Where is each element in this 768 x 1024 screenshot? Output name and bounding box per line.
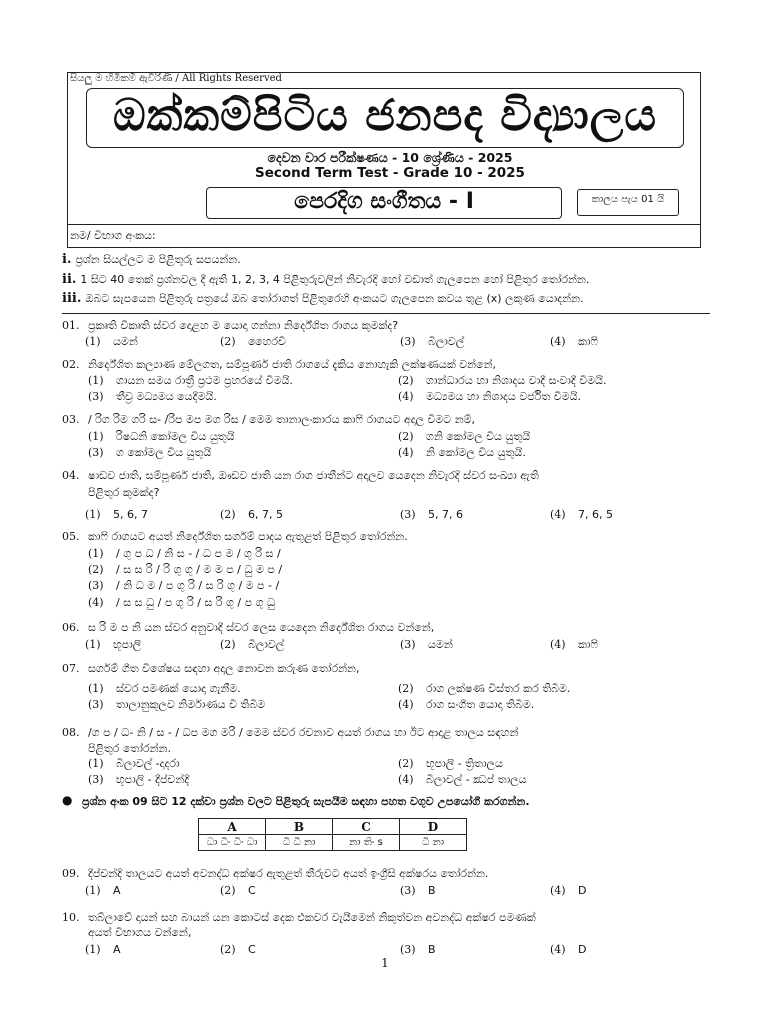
option-text: නි කෝමල විය යුතුයි. xyxy=(426,446,526,459)
option-number: (2) xyxy=(220,508,236,521)
option-number: (1) xyxy=(88,374,104,387)
option-text: මධ්‍යමය හා නිශාදය වර්ජිත වීමයි. xyxy=(426,390,581,403)
question-8 xyxy=(62,725,518,741)
answer-option xyxy=(550,334,598,350)
question-1 xyxy=(62,318,398,334)
option-number: (1) xyxy=(88,547,104,560)
question-number: 03. xyxy=(62,413,80,426)
question-text: කාෆි රාගයට අයත් නිර්දේශිත සර්ගම් පාදය ඇතුළත් පිළිතුර තෝරන්න. xyxy=(88,530,408,543)
option-text: B xyxy=(428,884,436,897)
answer-option xyxy=(85,334,138,350)
option-number: (3) xyxy=(400,943,416,956)
option-text: ගායන සමය රාත්‍රී ප්‍රථම ප්‍රහරයේ වීමයි. xyxy=(116,374,293,387)
answer-option xyxy=(398,429,530,445)
question-number: 08. xyxy=(62,726,80,739)
term-title-english: Second Term Test - Grade 10 - 2025 xyxy=(255,165,525,181)
table-header-b: B xyxy=(266,819,333,835)
option-text: A xyxy=(113,943,121,956)
answer-option xyxy=(88,697,265,713)
answer-option xyxy=(88,445,211,461)
instruction-divider xyxy=(62,313,710,314)
instruction-1: i. ප්‍රශ්න සියල්ලට ම පිළිතුරු සපයන්න. xyxy=(62,252,241,267)
rights-notice: සියලු ම හිමිකම් ඇවිරිණි / All Rights Reserved xyxy=(70,73,282,84)
answer-option xyxy=(88,373,293,389)
option-text: C xyxy=(248,943,256,956)
option-text: 6, 7, 5 xyxy=(248,508,283,521)
table-cell-d: ධි නා xyxy=(400,835,467,851)
answer-option xyxy=(88,562,282,578)
option-number: (1) xyxy=(88,757,104,770)
option-number: (4) xyxy=(550,335,566,348)
option-text: A xyxy=(113,884,121,897)
option-number: (2) xyxy=(398,374,414,387)
table-cell-a: ධා ධිං ධිං ධා xyxy=(199,835,266,851)
question-text: ෂාඩව ජාති, සම්පූර්ණ ජාති, ඖඩව ජාති යන රාග ජාතීන්ට අදාලව යෙදෙන නිවැරදි ස්වර සංඛ්‍යා ඇති xyxy=(88,469,539,482)
question-number: 01. xyxy=(62,319,80,332)
option-text: රාග ලක්ෂණ විස්තර කර තිබීම. xyxy=(426,682,571,695)
option-text: / ස ස රි / රි ගු ගු / ම ම ප / ධු ම ප / xyxy=(116,563,283,576)
page-number: 1 xyxy=(381,956,389,970)
answer-option xyxy=(550,883,586,899)
option-text: කාෆි xyxy=(578,335,598,348)
option-number: (2) xyxy=(220,638,236,651)
answer-option xyxy=(85,507,148,523)
question-text: ප්‍රකෘති විකෘති ස්වර දොළහ ම යොදා ගන්නා නිර්දේශිත රාගය කුමක්ද? xyxy=(88,319,399,332)
question-text: නිර්දේශිත කල්‍යාණ මේලගත, සම්පූර්ණ ජාති රාගයේ දැකිය නොහැකි ලක්ෂණයක් වන්නේ, xyxy=(88,358,497,371)
answer-option xyxy=(220,637,284,653)
option-text: C xyxy=(248,884,256,897)
option-number: (1) xyxy=(85,638,101,651)
option-number: (1) xyxy=(88,430,104,443)
table-cell-b: ධි ධි නා xyxy=(266,835,333,851)
answer-option xyxy=(88,772,189,788)
question-number: 09. xyxy=(62,867,80,880)
question-text: / රිග රිම ග‍රි ස- /රිප මප මග රිස / මෙම තානාලංකාරය කාෆි රාගයට අදාල වීමට නම්, xyxy=(88,413,476,426)
question-number: 07. xyxy=(62,662,80,675)
option-number: (4) xyxy=(550,943,566,956)
table-note: ප්‍රශ්න අංක 09 සිට 12 දක්වා ප්‍රශ්න වලට පිළිතුරු සැපයීම සඳහා පහත වගුව උපයෝගී කරගන්න. xyxy=(82,795,530,808)
option-text: 7, 6, 5 xyxy=(578,508,613,521)
question-text-cont: පිළිතුර තෝරන්න. xyxy=(88,742,171,755)
option-text: භූපාලි - ත්‍රිතාලය xyxy=(426,757,503,770)
question-text: ස රි ම ප නි යන ස්වර අනුවාදී ස්වර ලෙස යෙදෙන නිර්දේශිත රාගය වන්නේ, xyxy=(88,621,435,634)
option-number: (4) xyxy=(550,638,566,651)
option-text: තීව්‍ර මධ්‍යමය යෙදීමයි. xyxy=(116,390,217,403)
option-number: (4) xyxy=(398,698,414,711)
table-cell-c: නා තිං s xyxy=(333,835,400,851)
option-number: (4) xyxy=(398,773,414,786)
option-number: (2) xyxy=(220,884,236,897)
option-text: D xyxy=(578,884,587,897)
option-text: තාලානුකූලව නිර්මාණය වී තිබීම xyxy=(116,698,266,711)
option-text: රාග සංගීත යොදා තිබීම. xyxy=(426,698,535,711)
option-text: බිලාවල් xyxy=(428,335,465,348)
question-2 xyxy=(62,910,536,926)
option-text: බිලාවල් xyxy=(248,638,285,651)
option-text: යමන් xyxy=(428,638,453,651)
answer-option xyxy=(88,595,275,611)
option-text: ග කෝමල විය යුතුයි xyxy=(116,446,212,459)
option-text: 5, 7, 6 xyxy=(428,508,463,521)
subject-title: පෙරදිග සංගීතය - I xyxy=(294,189,474,214)
answer-option xyxy=(220,507,283,523)
option-text: 5, 6, 7 xyxy=(113,508,148,521)
option-text: භූපාලි xyxy=(113,638,142,651)
answer-option xyxy=(85,942,121,958)
answer-option xyxy=(398,445,526,461)
answer-option xyxy=(85,883,121,899)
option-number: (3) xyxy=(400,638,416,651)
question-text: /ග ප / ධ- නි / ස - / ධප මග මරි / මෙම ස්වර රචනාව අයත් රාගය හා ඊට ආදාළ තාලය සඳහන් xyxy=(88,726,519,739)
option-number: (2) xyxy=(398,430,414,443)
option-number: (4) xyxy=(550,884,566,897)
answer-option xyxy=(400,507,463,523)
option-text: බිලාවල් - ඣප් තාලය xyxy=(426,773,527,786)
table-header-a: A xyxy=(199,819,266,835)
option-text: යමන් xyxy=(113,335,138,348)
option-number: (1) xyxy=(85,335,101,348)
option-number: (4) xyxy=(398,390,414,403)
question-text-cont: අයත් විභාගය වන්නේ, xyxy=(88,926,192,939)
option-number: (3) xyxy=(88,579,104,592)
question-4 xyxy=(62,468,539,484)
answer-option xyxy=(550,942,586,958)
option-number: (2) xyxy=(220,335,236,348)
school-name: ඔක්කම්පිටිය ජනපද විද්‍යාලය xyxy=(113,90,657,141)
answer-option xyxy=(220,883,256,899)
option-number: (3) xyxy=(88,390,104,403)
answer-option xyxy=(400,942,436,958)
table-header-d: D xyxy=(400,819,467,835)
answer-option xyxy=(400,883,436,899)
instruction-3: iii. ඔබට සැපයෙන පිළිතුරු පත්‍රයේ ඔබ තෝරාගත් පිළිතුරෙහි අංකයට ගැලපෙන කවය තුළ (x) ලකුණ යොදන්න. xyxy=(62,291,584,306)
time-label: කාලය පැය 01 යි xyxy=(591,194,665,205)
option-number: (3) xyxy=(88,698,104,711)
bullet-icon: ● xyxy=(62,793,73,807)
option-text: B xyxy=(428,943,436,956)
option-number: (4) xyxy=(398,446,414,459)
answer-option xyxy=(398,389,581,405)
question-2 xyxy=(62,357,496,373)
question-1 xyxy=(62,866,488,882)
answer-option xyxy=(88,429,235,445)
answer-option xyxy=(88,681,241,697)
answer-option xyxy=(88,389,217,405)
option-text: කාෆි xyxy=(578,638,598,651)
option-number: (3) xyxy=(400,335,416,348)
option-number: (2) xyxy=(398,757,414,770)
option-text: හෛරවී xyxy=(248,335,286,348)
question-text: තබ්ලාවේ දායන් සහ බායන් යන කොටස් දෙක එකවර වැයීමෙන් නිකුත්වන අවනද්ධ අක්ෂර පමණක් xyxy=(88,911,536,924)
option-text: ස්වර පමණක් යොදා ගැනීම. xyxy=(116,682,241,695)
answer-option xyxy=(398,756,503,772)
answer-option xyxy=(88,546,281,562)
option-text: D xyxy=(578,943,587,956)
option-number: (3) xyxy=(400,884,416,897)
option-number: (2) xyxy=(220,943,236,956)
question-5 xyxy=(62,529,408,545)
instruction-2: ii. 1 සිට 40 තෙක් ප්‍රශ්නවල දී ඇති 1, 2, 3, 4 පිළිතුරුවලින් නිවැරදි හෝ වඩාත් ගැලපෙන හෝ පිළිතුර තෝරන්න. xyxy=(62,272,590,287)
question-number: 04. xyxy=(62,469,80,482)
option-text: ගනි කෝමල විය යුතුයි xyxy=(426,430,531,443)
option-number: (4) xyxy=(550,508,566,521)
answer-option xyxy=(220,334,286,350)
answer-option xyxy=(400,334,464,350)
name-divider xyxy=(67,224,701,225)
question-6 xyxy=(62,620,434,636)
option-text: / නි ධ ම / ප ගු රි / ස රි ගු / ම ප - / xyxy=(116,579,280,592)
question-text: දීප්චන්දි තාලයට අයත් අවනද්ධ අක්ෂර ඇතුළත් තීරුවට අයත් ඉංග්‍රීසි අක්ෂරය තෝරන්න. xyxy=(88,867,489,880)
answer-option xyxy=(85,637,141,653)
option-number: (1) xyxy=(85,943,101,956)
option-text: භූපාලි - දීප්චන්දි xyxy=(116,773,190,786)
question-7 xyxy=(62,661,359,677)
question-3 xyxy=(62,412,475,428)
option-text: ගාන්ධාරය හා නිශාදය වාදී සංවාදී වීමයි. xyxy=(426,374,607,387)
answer-option xyxy=(220,942,256,958)
question-number: 10. xyxy=(62,911,80,924)
option-number: (1) xyxy=(85,884,101,897)
option-number: (1) xyxy=(85,508,101,521)
answer-option xyxy=(398,772,527,788)
option-number: (1) xyxy=(88,682,104,695)
option-number: (3) xyxy=(400,508,416,521)
option-text: බිලාවල් -දාදරා xyxy=(116,757,180,770)
answer-option xyxy=(88,578,279,594)
option-number: (2) xyxy=(398,682,414,695)
answer-option xyxy=(400,637,453,653)
term-title-sinhala: දෙවන වාර පරීක්ෂණය - 10 ශ්‍රේණිය - 2025 xyxy=(267,150,513,165)
akshara-table xyxy=(198,818,467,851)
answer-option xyxy=(550,507,613,523)
answer-option xyxy=(398,681,570,697)
option-text: රිෂධනි කෝමල විය යුතුයි xyxy=(116,430,235,443)
answer-option xyxy=(398,697,534,713)
question-text-cont: පිළිතුර කුමක්ද? xyxy=(88,486,160,499)
question-number: 06. xyxy=(62,621,80,634)
answer-option xyxy=(398,373,606,389)
question-number: 02. xyxy=(62,358,80,371)
answer-option xyxy=(550,637,598,653)
question-number: 05. xyxy=(62,530,80,543)
option-number: (3) xyxy=(88,446,104,459)
option-text: / ස ස ධු / ප ගු රි / ස රි ගු / ප ගු ධු xyxy=(116,596,276,609)
name-label: නම/ විභාග අංකය: xyxy=(70,229,156,242)
option-number: (3) xyxy=(88,773,104,786)
option-number: (2) xyxy=(88,563,104,576)
table-header-c: C xyxy=(333,819,400,835)
answer-option xyxy=(88,756,180,772)
question-text: සර්ගම් ගීත විශේෂය සඳහා අදාල නොවන කරුණ තෝරන්න, xyxy=(88,662,360,675)
option-number: (4) xyxy=(88,596,104,609)
option-text: / ගු ප ධ / නි ස - / ධ ප ම / ගු රි ස / xyxy=(116,547,281,560)
